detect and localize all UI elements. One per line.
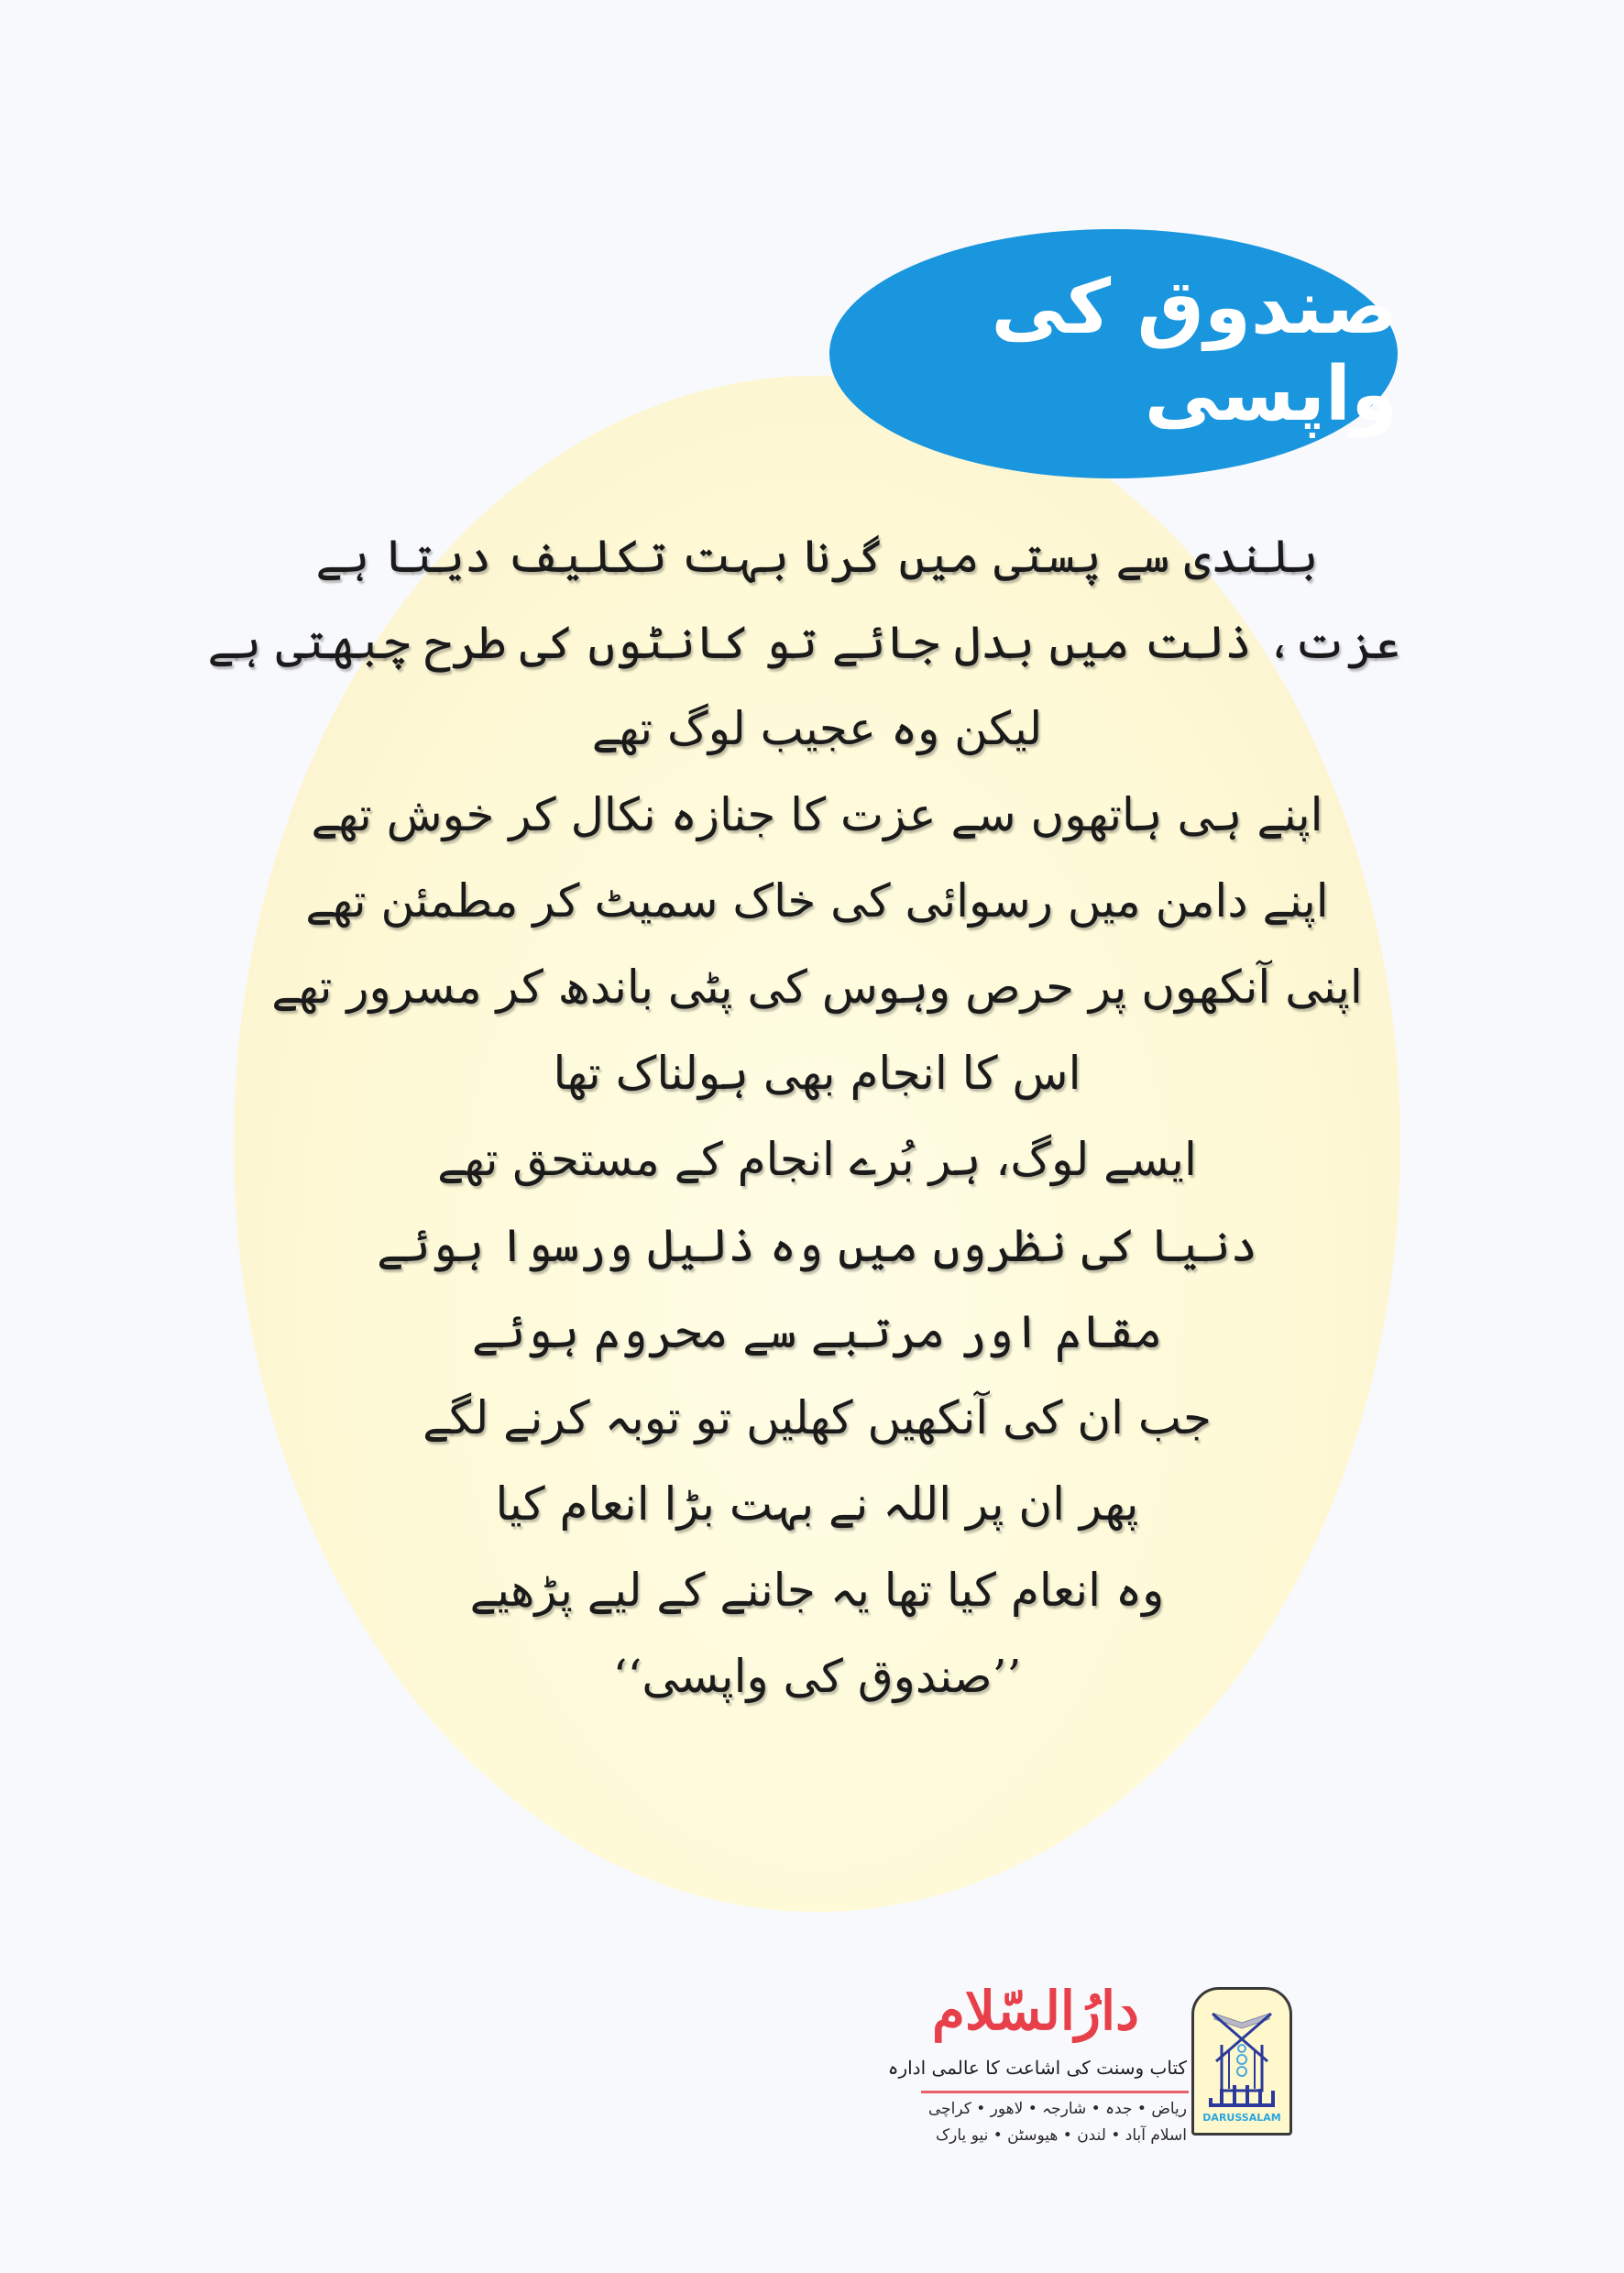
- poem-line: مقام اور مرتبے سے محروم ہوئے: [471, 1305, 1163, 1358]
- publisher-emblem: [1191, 1987, 1292, 2136]
- poem-line: عزت، ذلت میں بدل جائے تو کانٹوں کی طرح چبھتی ہے: [207, 616, 1400, 669]
- page-title: صندوق کی واپسی: [991, 264, 1398, 438]
- publisher-cities-line-2: اسلام آباد • لندن • ھیوسٹن • نیو یارک: [935, 2126, 1187, 2145]
- divider: [921, 2091, 1189, 2093]
- publisher-cities-line-1: ریاض • جدہ • شارجہ • لاھور • کراچی: [927, 2100, 1187, 2118]
- poem-line: دنیا کی نظروں میں وہ ذلیل ورسوا ہوئے: [377, 1219, 1257, 1272]
- poem-line: وہ انعام کیا تھا یہ جاننے کے لیے پڑھیے: [469, 1564, 1165, 1617]
- poem-line: اس کا انجام بھی ہولناک تھا: [553, 1047, 1081, 1100]
- publisher-wordmark: دارُالسّلام: [932, 1980, 1139, 2042]
- poem-line: پھر ان پر اللہ نے بہت بڑا انعام کیا: [495, 1477, 1139, 1531]
- title-badge: [829, 229, 1398, 478]
- poem-line: اپنے دامن میں رسوائی کی خاک سمیٹ کر مطمئن تھے: [305, 874, 1329, 928]
- publisher-tagline: کتاب وسنت کی اشاعت کا عالمی ادارہ: [887, 2057, 1187, 2079]
- poem-line: ایسے لوگ، ہر بُرے انجام کے مستحق تھے: [437, 1133, 1197, 1186]
- poem-line: ’’صندوق کی واپسی‘‘: [612, 1650, 1022, 1703]
- poem-line: بلندی سے پستی میں گرنا بہت تکلیف دیتا ہے: [315, 530, 1319, 583]
- poem-body: [207, 513, 1400, 1719]
- badge-latin-label: DARUSSALAM: [1202, 2112, 1281, 2124]
- poem-line: اپنی آنکھوں پر حرص وہوس کی پٹی باندھ کر مسرور تھے: [271, 961, 1363, 1014]
- poem-line: اپنے ہی ہاتھوں سے عزت کا جنازہ نکال کر خوش تھے: [311, 788, 1323, 841]
- poem-line: جب ان کی آنکھیں کھلیں تو توبہ کرنے لگے: [422, 1391, 1212, 1444]
- publisher-logo-block: [887, 1971, 1301, 2154]
- poem-line: لیکن وہ عجیب لوگ تھے: [591, 702, 1043, 755]
